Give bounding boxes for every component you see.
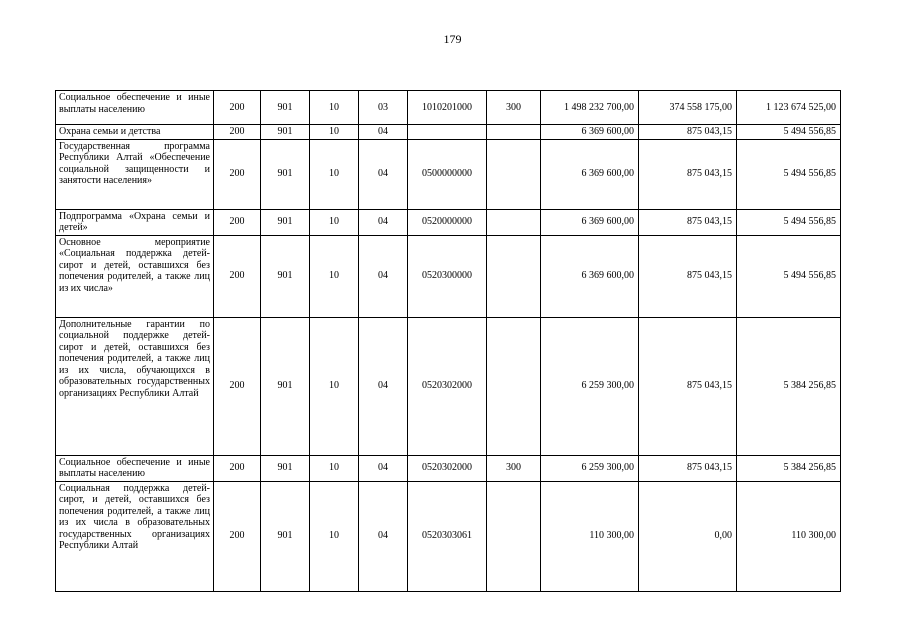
total-amount: 6 369 600,00 <box>541 125 639 140</box>
expense-type-code <box>487 317 541 455</box>
regional-amount: 5 384 256,85 <box>737 455 841 481</box>
target-article-code: 0520302000 <box>408 455 487 481</box>
section-code: 10 <box>310 481 359 591</box>
subsection-code: 04 <box>359 139 408 209</box>
table-row <box>56 235 841 317</box>
budget-code: 901 <box>261 139 310 209</box>
federal-amount: 875 043,15 <box>639 317 737 455</box>
subsection-code: 04 <box>359 455 408 481</box>
ministry-code: 200 <box>214 125 261 140</box>
budget-code: 901 <box>261 209 310 235</box>
item-name: Социальное обеспечение и иные выплаты населению <box>56 91 214 125</box>
target-article-code <box>408 125 487 140</box>
target-article-code: 1010201000 <box>408 91 487 125</box>
ministry-code: 200 <box>214 317 261 455</box>
total-amount: 110 300,00 <box>541 481 639 591</box>
ministry-code: 200 <box>214 455 261 481</box>
budget-code: 901 <box>261 235 310 317</box>
ministry-code: 200 <box>214 139 261 209</box>
table-row <box>56 481 841 591</box>
regional-amount: 5 494 556,85 <box>737 235 841 317</box>
subsection-code: 04 <box>359 481 408 591</box>
section-code: 10 <box>310 455 359 481</box>
ministry-code: 200 <box>214 235 261 317</box>
item-name: Государственная программа Республики Алтай «Обеспечение социальной защищенности и занятости населения» <box>56 139 214 209</box>
ministry-code: 200 <box>214 209 261 235</box>
expense-type-code <box>487 139 541 209</box>
expense-type-code <box>487 125 541 140</box>
item-name: Охрана семьи и детства <box>56 125 214 140</box>
expense-type-code <box>487 235 541 317</box>
federal-amount: 374 558 175,00 <box>639 91 737 125</box>
regional-amount: 5 494 556,85 <box>737 209 841 235</box>
section-code: 10 <box>310 209 359 235</box>
expense-type-code: 300 <box>487 455 541 481</box>
section-code: 10 <box>310 317 359 455</box>
subsection-code: 04 <box>359 317 408 455</box>
total-amount: 6 369 600,00 <box>541 139 639 209</box>
section-code: 10 <box>310 235 359 317</box>
federal-amount: 875 043,15 <box>639 125 737 140</box>
table-row <box>56 209 841 235</box>
table-row <box>56 91 841 125</box>
page-number: 179 <box>443 32 462 46</box>
target-article-code: 0520303061 <box>408 481 487 591</box>
table-row <box>56 317 841 455</box>
budget-code: 901 <box>261 125 310 140</box>
subsection-code: 04 <box>359 125 408 140</box>
total-amount: 6 369 600,00 <box>541 235 639 317</box>
target-article-code: 0520300000 <box>408 235 487 317</box>
regional-amount: 1 123 674 525,00 <box>737 91 841 125</box>
target-article-code: 0520000000 <box>408 209 487 235</box>
total-amount: 6 259 300,00 <box>541 317 639 455</box>
subsection-code: 03 <box>359 91 408 125</box>
table-row <box>56 139 841 209</box>
section-code: 10 <box>310 125 359 140</box>
expense-type-code <box>487 481 541 591</box>
budget-table <box>55 90 841 592</box>
federal-amount: 875 043,15 <box>639 235 737 317</box>
ministry-code: 200 <box>214 481 261 591</box>
item-name: Дополнительные гарантии по социальной поддержке детей-сирот и детей, оставшихся без попечения родителей, а также лиц из их числа, обучающихся в образовательных государственных организациях Республики Алтай <box>56 317 214 455</box>
budget-code: 901 <box>261 455 310 481</box>
budget-code: 901 <box>261 317 310 455</box>
regional-amount: 5 494 556,85 <box>737 125 841 140</box>
item-name: Основное мероприятие «Социальная поддержка детей-сирот и детей, оставшихся без попечения родителей, а также лиц из их числа» <box>56 235 214 317</box>
section-code: 10 <box>310 139 359 209</box>
regional-amount: 110 300,00 <box>737 481 841 591</box>
ministry-code: 200 <box>214 91 261 125</box>
expense-type-code <box>487 209 541 235</box>
total-amount: 6 259 300,00 <box>541 455 639 481</box>
regional-amount: 5 494 556,85 <box>737 139 841 209</box>
expense-type-code: 300 <box>487 91 541 125</box>
item-name: Подпрограмма «Охрана семьи и детей» <box>56 209 214 235</box>
federal-amount: 875 043,15 <box>639 209 737 235</box>
item-name: Социальное обеспечение и иные выплаты населению <box>56 455 214 481</box>
total-amount: 1 498 232 700,00 <box>541 91 639 125</box>
subsection-code: 04 <box>359 209 408 235</box>
federal-amount: 875 043,15 <box>639 455 737 481</box>
total-amount: 6 369 600,00 <box>541 209 639 235</box>
regional-amount: 5 384 256,85 <box>737 317 841 455</box>
target-article-code: 0520302000 <box>408 317 487 455</box>
subsection-code: 04 <box>359 235 408 317</box>
item-name: Социальная поддержка детей-сирот, и детей, оставшихся без попечения родителей, а также лиц из их числа в образовательных государственных организациях Республики Алтай <box>56 481 214 591</box>
budget-code: 901 <box>261 91 310 125</box>
target-article-code: 0500000000 <box>408 139 487 209</box>
table-row <box>56 125 841 140</box>
federal-amount: 0,00 <box>639 481 737 591</box>
table-row <box>56 455 841 481</box>
federal-amount: 875 043,15 <box>639 139 737 209</box>
budget-code: 901 <box>261 481 310 591</box>
section-code: 10 <box>310 91 359 125</box>
